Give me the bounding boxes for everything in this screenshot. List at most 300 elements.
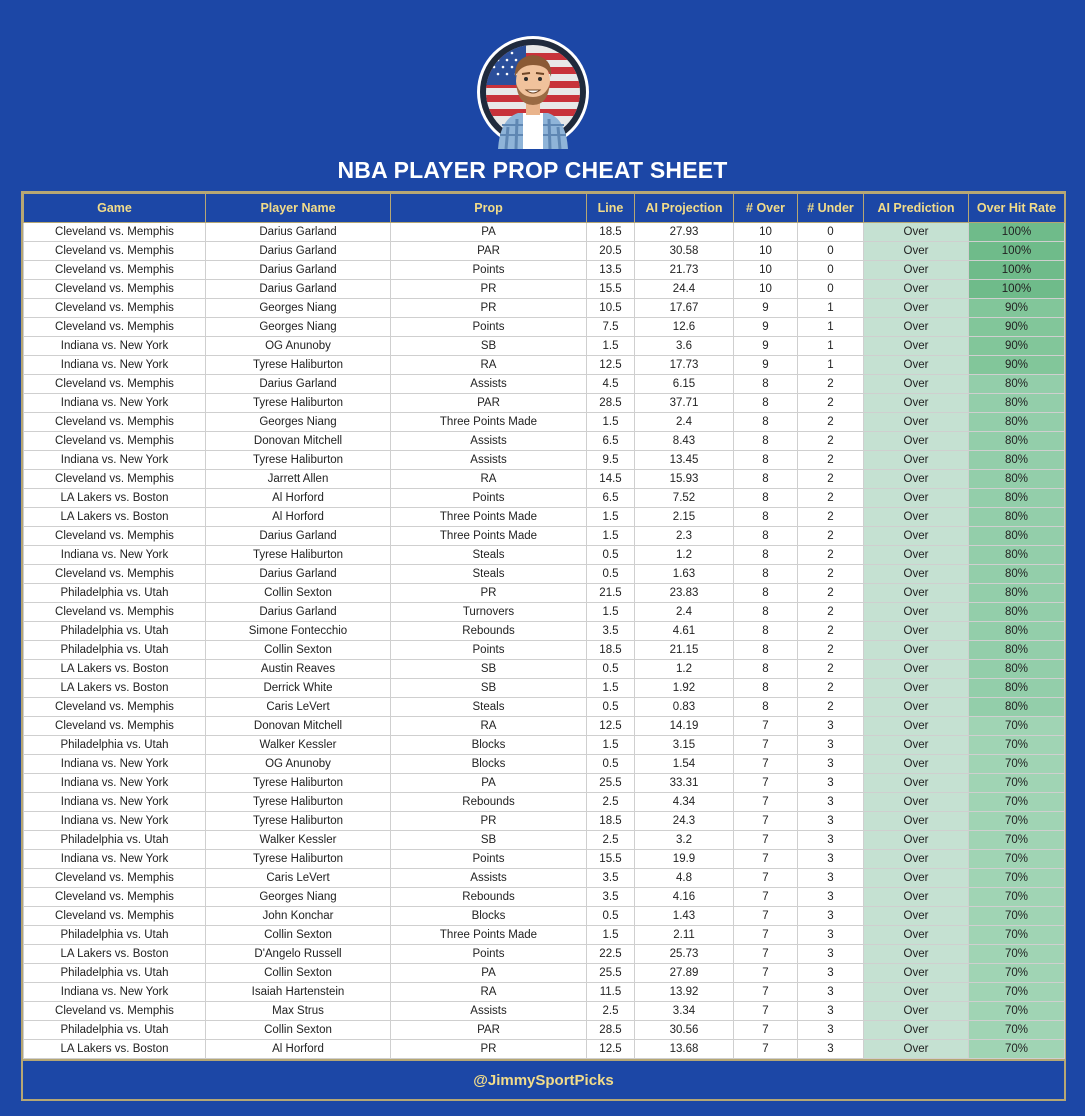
ai-projection-cell: 21.73: [635, 261, 734, 280]
under-count-cell: 3: [798, 869, 864, 888]
player-name-cell: Max Strus: [206, 1002, 391, 1021]
player-name-cell: Darius Garland: [206, 527, 391, 546]
prop-cell: SB: [391, 679, 587, 698]
over-hit-rate-cell: 80%: [969, 698, 1065, 717]
ai-prediction-cell: Over: [864, 1002, 969, 1021]
over-hit-rate-cell: 70%: [969, 869, 1065, 888]
player-name-cell: Collin Sexton: [206, 641, 391, 660]
over-hit-rate-cell: 70%: [969, 1002, 1065, 1021]
table-row: [24, 964, 1065, 983]
over-count-cell: 7: [734, 717, 798, 736]
ai-projection-cell: 21.15: [635, 641, 734, 660]
prop-cell: PR: [391, 299, 587, 318]
line-cell: 0.5: [587, 660, 635, 679]
under-count-cell: 3: [798, 907, 864, 926]
ai-prediction-cell: Over: [864, 394, 969, 413]
over-hit-rate-cell: 80%: [969, 603, 1065, 622]
prop-cell: Assists: [391, 869, 587, 888]
game-cell: Indiana vs. New York: [24, 356, 206, 375]
over-hit-rate-cell: 70%: [969, 888, 1065, 907]
game-cell: Philadelphia vs. Utah: [24, 964, 206, 983]
ai-prediction-cell: Over: [864, 603, 969, 622]
table-row: [24, 394, 1065, 413]
game-cell: Indiana vs. New York: [24, 793, 206, 812]
ai-projection-cell: 12.6: [635, 318, 734, 337]
table-row: [24, 261, 1065, 280]
under-count-cell: 2: [798, 413, 864, 432]
under-count-cell: 3: [798, 831, 864, 850]
game-cell: LA Lakers vs. Boston: [24, 945, 206, 964]
over-count-cell: 7: [734, 736, 798, 755]
over-hit-rate-cell: 90%: [969, 356, 1065, 375]
over-count-cell: 7: [734, 793, 798, 812]
ai-prediction-cell: Over: [864, 280, 969, 299]
over-count-cell: 8: [734, 375, 798, 394]
game-cell: Cleveland vs. Memphis: [24, 527, 206, 546]
over-hit-rate-cell: 90%: [969, 299, 1065, 318]
prop-cell: Assists: [391, 451, 587, 470]
ai-projection-cell: 2.11: [635, 926, 734, 945]
over-count-cell: 7: [734, 964, 798, 983]
table-row: [24, 622, 1065, 641]
line-cell: 25.5: [587, 774, 635, 793]
player-name-cell: Walker Kessler: [206, 736, 391, 755]
player-name-cell: Caris LeVert: [206, 869, 391, 888]
line-cell: 6.5: [587, 432, 635, 451]
over-hit-rate-cell: 80%: [969, 622, 1065, 641]
game-cell: Indiana vs. New York: [24, 774, 206, 793]
table-row: [24, 470, 1065, 489]
footer-handle: @JimmySportPicks: [23, 1059, 1064, 1099]
line-cell: 1.5: [587, 337, 635, 356]
line-cell: 0.5: [587, 755, 635, 774]
game-cell: Cleveland vs. Memphis: [24, 869, 206, 888]
line-cell: 12.5: [587, 356, 635, 375]
over-hit-rate-cell: 70%: [969, 755, 1065, 774]
player-name-cell: Tyrese Haliburton: [206, 451, 391, 470]
ai-prediction-cell: Over: [864, 850, 969, 869]
over-count-cell: 9: [734, 299, 798, 318]
line-cell: 25.5: [587, 964, 635, 983]
under-count-cell: 2: [798, 394, 864, 413]
under-count-cell: 2: [798, 470, 864, 489]
table-row: [24, 945, 1065, 964]
prop-cell: Points: [391, 318, 587, 337]
line-cell: 9.5: [587, 451, 635, 470]
under-count-cell: 3: [798, 717, 864, 736]
over-count-cell: 8: [734, 470, 798, 489]
over-hit-rate-cell: 70%: [969, 812, 1065, 831]
over-count-cell: 7: [734, 926, 798, 945]
table-row: [24, 679, 1065, 698]
over-count-cell: 8: [734, 432, 798, 451]
table-row: [24, 755, 1065, 774]
ai-projection-cell: 4.34: [635, 793, 734, 812]
ai-projection-cell: 24.3: [635, 812, 734, 831]
ai-projection-cell: 4.61: [635, 622, 734, 641]
ai-projection-cell: 3.15: [635, 736, 734, 755]
prop-cell: RA: [391, 983, 587, 1002]
page-title: NBA PLAYER PROP CHEAT SHEET: [337, 157, 728, 183]
player-name-cell: Darius Garland: [206, 242, 391, 261]
prop-cell: SB: [391, 831, 587, 850]
player-name-cell: Tyrese Haliburton: [206, 774, 391, 793]
prop-cell: Three Points Made: [391, 508, 587, 527]
ai-projection-cell: 0.83: [635, 698, 734, 717]
player-name-cell: Donovan Mitchell: [206, 717, 391, 736]
under-count-cell: 2: [798, 641, 864, 660]
under-count-cell: 3: [798, 755, 864, 774]
over-count-cell: 8: [734, 565, 798, 584]
prop-cell: Steals: [391, 698, 587, 717]
game-cell: Philadelphia vs. Utah: [24, 736, 206, 755]
player-name-cell: Tyrese Haliburton: [206, 850, 391, 869]
over-count-cell: 7: [734, 812, 798, 831]
ai-projection-cell: 27.93: [635, 223, 734, 242]
under-count-cell: 3: [798, 1002, 864, 1021]
over-count-cell: 8: [734, 622, 798, 641]
table-row: [24, 698, 1065, 717]
ai-prediction-cell: Over: [864, 641, 969, 660]
over-hit-rate-cell: 80%: [969, 641, 1065, 660]
header-ai-prediction[interactable]: AI Prediction: [864, 194, 969, 223]
ai-prediction-cell: Over: [864, 470, 969, 489]
player-name-cell: Tyrese Haliburton: [206, 356, 391, 375]
player-name-cell: Walker Kessler: [206, 831, 391, 850]
prop-cell: PAR: [391, 394, 587, 413]
ai-prediction-cell: Over: [864, 584, 969, 603]
ai-prediction-cell: Over: [864, 223, 969, 242]
ai-projection-cell: 24.4: [635, 280, 734, 299]
line-cell: 1.5: [587, 413, 635, 432]
ai-projection-cell: 3.6: [635, 337, 734, 356]
ai-projection-cell: 13.68: [635, 1040, 734, 1059]
line-cell: 1.5: [587, 603, 635, 622]
game-cell: Indiana vs. New York: [24, 983, 206, 1002]
table-row: [24, 318, 1065, 337]
table-row: [24, 1002, 1065, 1021]
ai-prediction-cell: Over: [864, 413, 969, 432]
over-count-cell: 7: [734, 1021, 798, 1040]
prop-cell: SB: [391, 337, 587, 356]
ai-prediction-cell: Over: [864, 698, 969, 717]
prop-cell: PA: [391, 223, 587, 242]
player-name-cell: Tyrese Haliburton: [206, 812, 391, 831]
over-count-cell: 7: [734, 907, 798, 926]
line-cell: 14.5: [587, 470, 635, 489]
player-name-cell: Al Horford: [206, 508, 391, 527]
over-count-cell: 8: [734, 698, 798, 717]
table-row: [24, 926, 1065, 945]
prop-cell: Three Points Made: [391, 413, 587, 432]
player-name-cell: OG Anunoby: [206, 755, 391, 774]
table-row: [24, 717, 1065, 736]
over-hit-rate-cell: 80%: [969, 413, 1065, 432]
line-cell: 13.5: [587, 261, 635, 280]
over-count-cell: 7: [734, 774, 798, 793]
header-player-name[interactable]: Player Name: [206, 194, 391, 223]
over-count-cell: 7: [734, 869, 798, 888]
ai-projection-cell: 8.43: [635, 432, 734, 451]
ai-projection-cell: 30.56: [635, 1021, 734, 1040]
line-cell: 0.5: [587, 907, 635, 926]
header-under-count[interactable]: # Under: [798, 194, 864, 223]
game-cell: Cleveland vs. Memphis: [24, 565, 206, 584]
game-cell: Cleveland vs. Memphis: [24, 413, 206, 432]
under-count-cell: 2: [798, 489, 864, 508]
header-prop[interactable]: Prop: [391, 194, 587, 223]
line-cell: 1.5: [587, 508, 635, 527]
prop-cell: PR: [391, 812, 587, 831]
player-name-cell: OG Anunoby: [206, 337, 391, 356]
line-cell: 10.5: [587, 299, 635, 318]
under-count-cell: 2: [798, 375, 864, 394]
over-hit-rate-cell: 70%: [969, 831, 1065, 850]
table-row: [24, 641, 1065, 660]
over-hit-rate-cell: 80%: [969, 660, 1065, 679]
prop-cell: Assists: [391, 432, 587, 451]
prop-cell: PR: [391, 280, 587, 299]
line-cell: 0.5: [587, 565, 635, 584]
game-cell: Cleveland vs. Memphis: [24, 261, 206, 280]
ai-prediction-cell: Over: [864, 660, 969, 679]
under-count-cell: 3: [798, 888, 864, 907]
line-cell: 0.5: [587, 698, 635, 717]
table-row: [24, 280, 1065, 299]
table-row: [24, 527, 1065, 546]
ai-projection-cell: 6.15: [635, 375, 734, 394]
line-cell: 12.5: [587, 1040, 635, 1059]
table-row: [24, 831, 1065, 850]
game-cell: Philadelphia vs. Utah: [24, 1021, 206, 1040]
prop-cell: Steals: [391, 565, 587, 584]
line-cell: 18.5: [587, 641, 635, 660]
over-hit-rate-cell: 100%: [969, 242, 1065, 261]
ai-prediction-cell: Over: [864, 375, 969, 394]
prop-cell: PAR: [391, 242, 587, 261]
table-row: [24, 375, 1065, 394]
prop-cell: PA: [391, 964, 587, 983]
line-cell: 15.5: [587, 280, 635, 299]
ai-projection-cell: 3.2: [635, 831, 734, 850]
ai-prediction-cell: Over: [864, 565, 969, 584]
ai-prediction-cell: Over: [864, 831, 969, 850]
line-cell: 2.5: [587, 1002, 635, 1021]
over-hit-rate-cell: 80%: [969, 375, 1065, 394]
line-cell: 2.5: [587, 831, 635, 850]
player-name-cell: Georges Niang: [206, 888, 391, 907]
over-hit-rate-cell: 70%: [969, 774, 1065, 793]
game-cell: Cleveland vs. Memphis: [24, 242, 206, 261]
ai-projection-cell: 1.63: [635, 565, 734, 584]
table-row: [24, 223, 1065, 242]
game-cell: Cleveland vs. Memphis: [24, 1002, 206, 1021]
table-row: [24, 299, 1065, 318]
line-cell: 12.5: [587, 717, 635, 736]
player-name-cell: Tyrese Haliburton: [206, 394, 391, 413]
under-count-cell: 2: [798, 584, 864, 603]
line-cell: 22.5: [587, 945, 635, 964]
table-row: [24, 1021, 1065, 1040]
under-count-cell: 3: [798, 1040, 864, 1059]
over-count-cell: 7: [734, 888, 798, 907]
line-cell: 6.5: [587, 489, 635, 508]
prop-cell: RA: [391, 470, 587, 489]
player-name-cell: Collin Sexton: [206, 926, 391, 945]
player-name-cell: John Konchar: [206, 907, 391, 926]
over-hit-rate-cell: 80%: [969, 679, 1065, 698]
game-cell: Cleveland vs. Memphis: [24, 299, 206, 318]
ai-projection-cell: 30.58: [635, 242, 734, 261]
over-count-cell: 8: [734, 603, 798, 622]
player-name-cell: Jarrett Allen: [206, 470, 391, 489]
game-cell: Indiana vs. New York: [24, 546, 206, 565]
ai-prediction-cell: Over: [864, 242, 969, 261]
player-name-cell: Darius Garland: [206, 223, 391, 242]
ai-prediction-cell: Over: [864, 508, 969, 527]
under-count-cell: 1: [798, 337, 864, 356]
ai-prediction-cell: Over: [864, 888, 969, 907]
ai-prediction-cell: Over: [864, 337, 969, 356]
under-count-cell: 2: [798, 660, 864, 679]
over-hit-rate-cell: 80%: [969, 584, 1065, 603]
over-hit-rate-cell: 80%: [969, 546, 1065, 565]
over-hit-rate-cell: 80%: [969, 508, 1065, 527]
under-count-cell: 3: [798, 926, 864, 945]
line-cell: 1.5: [587, 679, 635, 698]
line-cell: 3.5: [587, 888, 635, 907]
prop-cell: Blocks: [391, 736, 587, 755]
ai-prediction-cell: Over: [864, 964, 969, 983]
header-ai-projection[interactable]: AI Projection: [635, 194, 734, 223]
over-hit-rate-cell: 70%: [969, 736, 1065, 755]
line-cell: 15.5: [587, 850, 635, 869]
over-hit-rate-cell: 90%: [969, 337, 1065, 356]
header-over-count[interactable]: # Over: [734, 194, 798, 223]
over-hit-rate-cell: 80%: [969, 451, 1065, 470]
ai-projection-cell: 2.4: [635, 413, 734, 432]
line-cell: 3.5: [587, 869, 635, 888]
over-hit-rate-cell: 90%: [969, 318, 1065, 337]
ai-prediction-cell: Over: [864, 869, 969, 888]
prop-cell: Points: [391, 641, 587, 660]
ai-projection-cell: 4.8: [635, 869, 734, 888]
game-cell: LA Lakers vs. Boston: [24, 679, 206, 698]
under-count-cell: 2: [798, 603, 864, 622]
header-over-hit-rate[interactable]: Over Hit Rate: [969, 194, 1065, 223]
table-row: [24, 451, 1065, 470]
under-count-cell: 2: [798, 622, 864, 641]
table-row: [24, 432, 1065, 451]
over-hit-rate-cell: 70%: [969, 850, 1065, 869]
ai-projection-cell: 33.31: [635, 774, 734, 793]
ai-projection-cell: 17.73: [635, 356, 734, 375]
player-name-cell: Tyrese Haliburton: [206, 793, 391, 812]
prop-cell: Turnovers: [391, 603, 587, 622]
under-count-cell: 0: [798, 280, 864, 299]
prop-cell: Assists: [391, 375, 587, 394]
game-cell: Cleveland vs. Memphis: [24, 603, 206, 622]
line-cell: 28.5: [587, 1021, 635, 1040]
over-hit-rate-cell: 70%: [969, 717, 1065, 736]
game-cell: Indiana vs. New York: [24, 337, 206, 356]
table-row: [24, 1040, 1065, 1059]
over-hit-rate-cell: 80%: [969, 394, 1065, 413]
over-hit-rate-cell: 100%: [969, 280, 1065, 299]
under-count-cell: 3: [798, 736, 864, 755]
under-count-cell: 3: [798, 793, 864, 812]
under-count-cell: 2: [798, 527, 864, 546]
header-line[interactable]: Line: [587, 194, 635, 223]
table-row: [24, 565, 1065, 584]
prop-cell: PA: [391, 774, 587, 793]
game-cell: Philadelphia vs. Utah: [24, 622, 206, 641]
player-name-cell: Simone Fontecchio: [206, 622, 391, 641]
line-cell: 18.5: [587, 223, 635, 242]
player-name-cell: Darius Garland: [206, 565, 391, 584]
prop-cell: RA: [391, 717, 587, 736]
prop-table: [23, 193, 1065, 1059]
table-row: [24, 489, 1065, 508]
table-row: [24, 736, 1065, 755]
ai-prediction-cell: Over: [864, 451, 969, 470]
player-name-cell: Georges Niang: [206, 318, 391, 337]
over-hit-rate-cell: 70%: [969, 964, 1065, 983]
ai-prediction-cell: Over: [864, 299, 969, 318]
prop-cell: Rebounds: [391, 888, 587, 907]
table-row: [24, 337, 1065, 356]
under-count-cell: 0: [798, 261, 864, 280]
player-name-cell: Derrick White: [206, 679, 391, 698]
game-cell: Cleveland vs. Memphis: [24, 907, 206, 926]
prop-cell: PAR: [391, 1021, 587, 1040]
player-name-cell: Darius Garland: [206, 261, 391, 280]
table-row: [24, 850, 1065, 869]
over-hit-rate-cell: 80%: [969, 565, 1065, 584]
over-count-cell: 10: [734, 242, 798, 261]
under-count-cell: 0: [798, 242, 864, 261]
header-game[interactable]: Game: [24, 194, 206, 223]
under-count-cell: 2: [798, 546, 864, 565]
game-cell: Cleveland vs. Memphis: [24, 375, 206, 394]
player-name-cell: Collin Sexton: [206, 584, 391, 603]
ai-projection-cell: 13.92: [635, 983, 734, 1002]
prop-cell: Points: [391, 850, 587, 869]
under-count-cell: 3: [798, 774, 864, 793]
ai-projection-cell: 19.9: [635, 850, 734, 869]
ai-prediction-cell: Over: [864, 755, 969, 774]
table-row: [24, 812, 1065, 831]
game-cell: Indiana vs. New York: [24, 812, 206, 831]
table-row: [24, 508, 1065, 527]
under-count-cell: 2: [798, 679, 864, 698]
ai-projection-cell: 13.45: [635, 451, 734, 470]
ai-prediction-cell: Over: [864, 318, 969, 337]
table-row: [24, 907, 1065, 926]
game-cell: Philadelphia vs. Utah: [24, 926, 206, 945]
over-hit-rate-cell: 70%: [969, 793, 1065, 812]
ai-projection-cell: 1.54: [635, 755, 734, 774]
ai-prediction-cell: Over: [864, 546, 969, 565]
over-count-cell: 8: [734, 679, 798, 698]
line-cell: 20.5: [587, 242, 635, 261]
ai-prediction-cell: Over: [864, 812, 969, 831]
player-name-cell: Darius Garland: [206, 375, 391, 394]
line-cell: 28.5: [587, 394, 635, 413]
ai-projection-cell: 27.89: [635, 964, 734, 983]
table-row: [24, 603, 1065, 622]
over-count-cell: 8: [734, 660, 798, 679]
